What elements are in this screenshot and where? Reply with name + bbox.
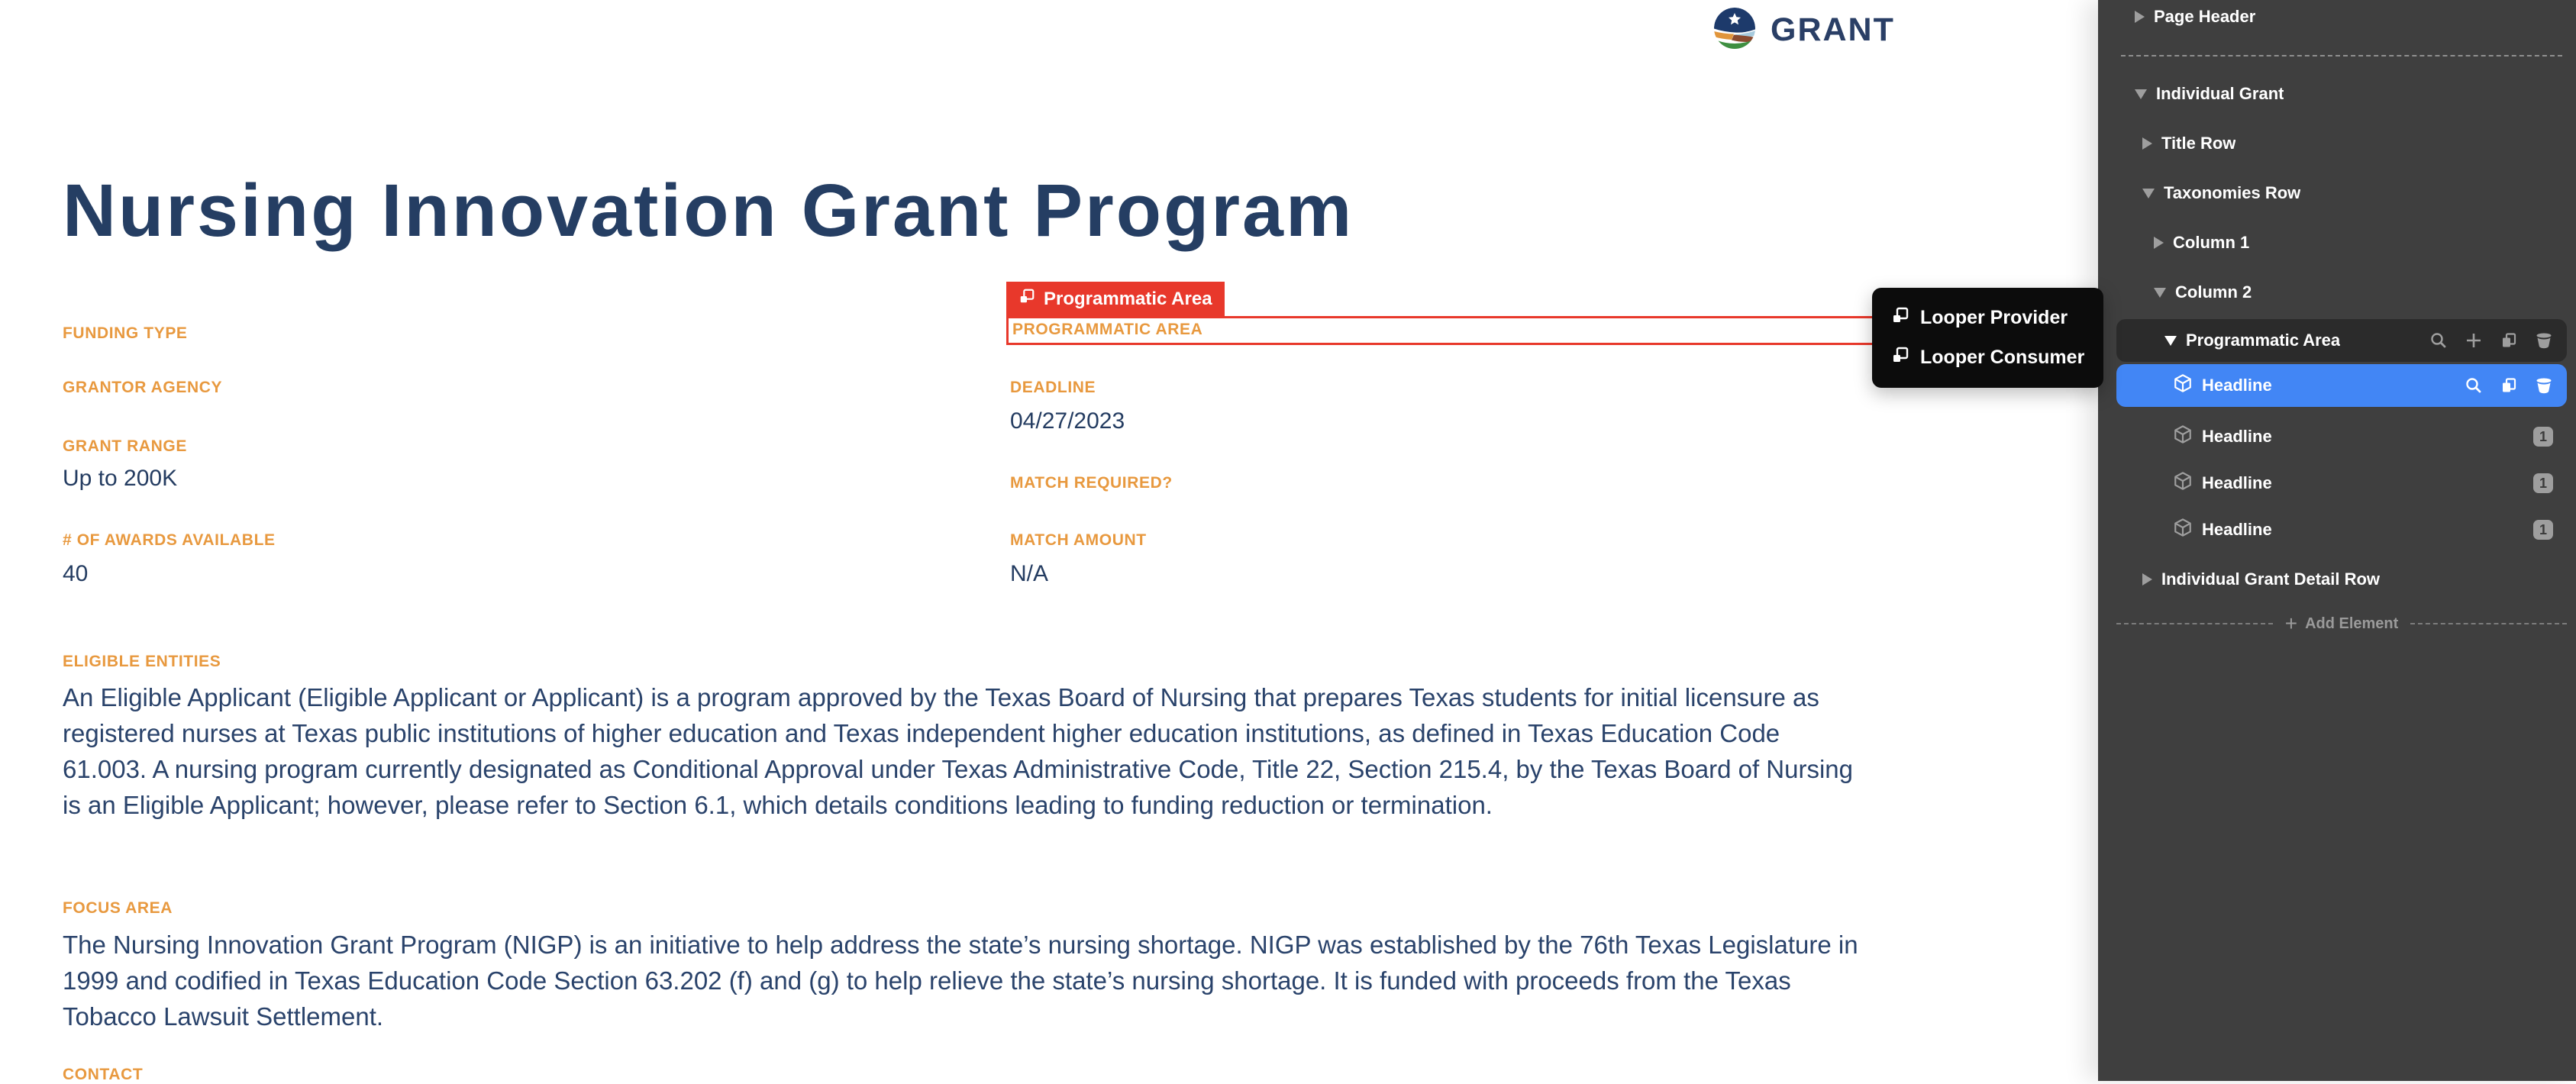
field-value-match-amount: N/A [1010,561,1049,586]
add-element-button[interactable] [2285,613,2399,634]
field-label-grantor-agency: GRANTOR AGENCY [63,379,223,396]
selected-element-badge[interactable] [1006,282,1225,316]
tree-item-individual-grant-detail-row[interactable] [2116,563,2567,596]
menu-item-looper-consumer[interactable] [1872,341,2103,375]
field-label-awards-available: # OF AWARDS AVAILABLE [63,531,276,549]
tree-item-label: Individual Grant [2156,84,2284,103]
tree-item-headline-3[interactable] [2116,466,2567,500]
field-value-grant-range: Up to 200K [63,466,178,491]
search-icon[interactable] [2465,376,2483,395]
dashed-line [2410,623,2567,624]
field-label-funding-type: FUNDING TYPE [63,324,188,342]
component-cube-icon [2173,518,2193,542]
caret-right-icon[interactable] [2142,573,2152,586]
instance-count-badge: 1 [2533,427,2553,447]
grant-logo[interactable] [1714,9,1895,50]
grant-logo-icon [1714,8,1755,53]
tree-item-label: Column 1 [2173,233,2250,252]
component-cube-icon [2173,424,2193,449]
page-title: Nursing Innovation Grant Program [63,169,1354,252]
field-value-awards-available: 40 [63,561,89,586]
tree-item-label: Headline [2202,427,2272,446]
delete-icon[interactable] [2535,376,2553,395]
component-cube-icon [2173,471,2193,495]
tree-item-page-header[interactable] [2116,0,2567,34]
caret-down-icon[interactable] [2154,288,2166,298]
add-element-row [2116,607,2567,640]
navigator-panel [2098,0,2576,1081]
duplicate-icon[interactable] [2500,331,2518,350]
section-text-focus-area: The Nursing Innovation Grant Program (NIGP) is an initiative to help address the state’s nursing shortage. NIGP was established by the 76th Texas Legislature in 1999 and codified in Texas Education Code Section 63.202 (f) and (g) to help relieve the state’s nursing shortage. It is funded with proceeds from the Texas Tobacco Lawsuit Settlement. [63,931,1858,1031]
field-label-grant-range: GRANT RANGE [63,437,187,455]
section-label-focus-area: FOCUS AREA [63,899,173,917]
field-label-programmatic-area[interactable]: PROGRAMMATIC AREA [1012,321,1203,338]
delete-icon[interactable] [2535,331,2553,350]
looper-icon [1018,288,1035,310]
duplicate-icon[interactable] [2500,376,2518,395]
tree-item-label: Page Header [2154,7,2256,26]
caret-right-icon[interactable] [2135,11,2145,23]
tree-item-headline-selected[interactable] [2116,364,2567,407]
caret-down-icon[interactable] [2164,336,2177,346]
tree-item-label: Headline [2202,376,2272,395]
search-icon[interactable] [2429,331,2448,350]
plus-icon: + [2284,611,2298,635]
field-label-match-required: MATCH REQUIRED? [1010,474,1173,492]
tree-item-label: Taxonomies Row [2164,183,2301,202]
add-icon[interactable] [2465,331,2483,350]
tree-item-label: Headline [2202,473,2272,492]
tree-item-label: Individual Grant Detail Row [2161,569,2381,589]
field-label-match-amount: MATCH AMOUNT [1010,531,1147,549]
tree-item-column-1[interactable] [2116,226,2567,260]
menu-item-label: Looper Consumer [1920,347,2085,368]
tree-item-title-row[interactable] [2116,127,2567,160]
tree-item-taxonomies-row[interactable] [2116,176,2567,210]
tree-item-label: Column 2 [2175,282,2252,302]
tree-item-headline-2[interactable] [2116,420,2567,453]
looper-icon [1891,306,1909,330]
tree-item-label: Headline [2202,520,2272,539]
add-element-label: Add Element [2305,615,2399,632]
caret-right-icon[interactable] [2142,137,2152,150]
caret-down-icon[interactable] [2135,89,2147,99]
grant-logo-text: GRANT [1771,11,1895,48]
section-label-contact: CONTACT [63,1066,144,1083]
tree-item-label: Title Row [2161,134,2236,153]
field-label-deadline: DEADLINE [1010,379,1096,396]
selected-element-badge-label: Programmatic Area [1044,288,1212,309]
menu-item-looper-provider[interactable] [1872,302,2103,335]
menu-item-label: Looper Provider [1920,307,2068,328]
tree-separator [2121,55,2562,56]
section-text-eligible-entities: An Eligible Applicant (Eligible Applicant or Applicant) is a program approved by the Texas Board of Nursing that prepares Texas students for initial licensure as registered nurses at Texas public institutions of higher education and Texas independent higher education institutions, as defined in Texas Education Code 61.003. A nursing program currently designated as Conditional Approval under Texas Administrative Code, Title 22, Section 215.4, by the Texas Board of Nursing is an Eligible Applicant; however, please refer to Section 6.1, which details conditions leading to funding reduction or termination. [63,683,1854,819]
field-value-deadline: 04/27/2023 [1010,408,1125,434]
tree-item-individual-grant[interactable] [2116,77,2567,111]
tree-item-programmatic-area[interactable] [2116,319,2567,362]
tree-item-label: Programmatic Area [2186,331,2341,350]
caret-down-icon[interactable] [2142,189,2155,198]
instance-count-badge: 1 [2533,520,2553,540]
tree-item-column-2[interactable] [2116,276,2567,309]
looper-icon [1891,346,1909,369]
caret-right-icon[interactable] [2154,237,2164,249]
looper-context-menu [1872,288,2103,388]
instance-count-badge: 1 [2533,473,2553,493]
dashed-line [2116,623,2273,624]
tree-item-headline-4[interactable] [2116,513,2567,547]
component-cube-icon [2173,373,2193,398]
section-label-eligible-entities: ELIGIBLE ENTITIES [63,653,221,670]
